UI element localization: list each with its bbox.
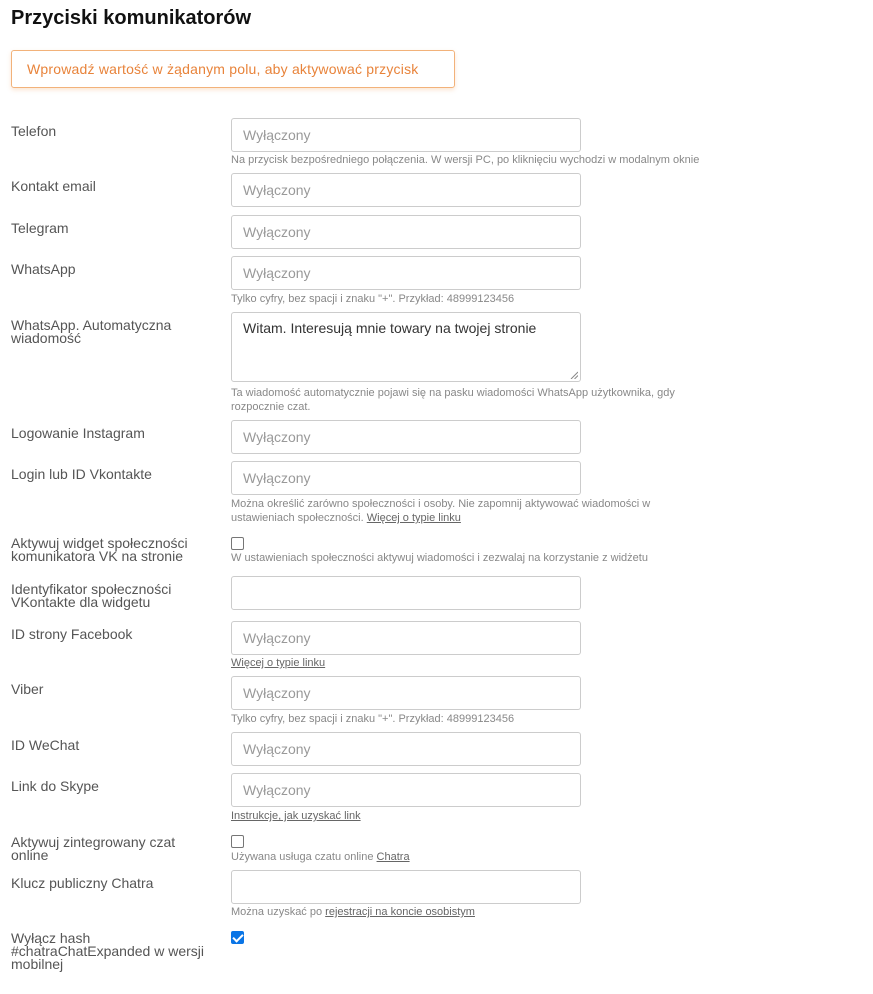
instagram-input[interactable]: Wyłączony (231, 420, 581, 454)
telegram-label: Telegram (11, 220, 69, 236)
facebook-hint (231, 656, 711, 670)
whatsapp-input[interactable]: Wyłączony (231, 256, 581, 290)
vk-widget-label: Aktywuj widget społeczności komunikatora VK na stronie (11, 535, 188, 564)
instagram-label: Logowanie Instagram (11, 425, 145, 441)
vk-widget-checkbox[interactable] (231, 537, 244, 550)
email-input[interactable]: Wyłączony (231, 173, 581, 207)
whatsapp-message-label: WhatsApp. Automatyczna wiadomość (11, 317, 172, 346)
viber-input[interactable]: Wyłączony (231, 676, 581, 710)
whatsapp-label: WhatsApp (11, 261, 76, 277)
email-label: Kontakt email (11, 178, 96, 194)
chat-online-hint-text: Używana usługa czatu online (231, 851, 374, 863)
chatra-register-link[interactable]: rejestracji na koncie osobistym (325, 906, 475, 918)
chatra-key-hint (231, 905, 711, 919)
skype-hint (231, 809, 711, 823)
whatsapp-message-textarea[interactable] (231, 312, 581, 382)
phone-label: Telefon (11, 123, 57, 139)
vk-link-type-link[interactable]: Więcej o typie linku (366, 512, 461, 524)
vk-community-id-label: Identyfikator społeczności VKontakte dla widgetu (11, 581, 172, 610)
vk-login-hint-text: Można określić zarówno społeczności i osoby. Nie zapomnij aktywować wiadomości w ustawieniach społeczności. (231, 498, 651, 524)
whatsapp-hint: Tylko cyfry, bez spacji i znaku "+". Przykład: 48999123456 (231, 293, 515, 305)
chatra-hash-label: Wyłącz hash #chatraChatExpanded w wersji mobilnej (11, 930, 204, 972)
chat-online-checkbox[interactable] (231, 835, 244, 848)
skype-label: Link do Skype (11, 778, 99, 794)
chatra-key-input[interactable] (231, 870, 581, 904)
vk-community-id-input[interactable] (231, 576, 581, 610)
facebook-input[interactable]: Wyłączony (231, 621, 581, 655)
vk-login-input[interactable]: Wyłączony (231, 461, 581, 495)
skype-input[interactable]: Wyłączony (231, 773, 581, 807)
whatsapp-message-value: Witam. Interesują mnie towary na twojej stronie (243, 320, 537, 336)
telegram-input[interactable]: Wyłączony (231, 215, 581, 249)
wechat-input[interactable]: Wyłączony (231, 732, 581, 766)
page-title: Przyciski komunikatorów (11, 7, 252, 29)
vk-login-label: Login lub ID Vkontakte (11, 466, 152, 482)
skype-instructions-link[interactable]: Instrukcje, jak uzyskać link (231, 810, 361, 822)
vk-login-hint (231, 497, 691, 525)
facebook-label: ID strony Facebook (11, 626, 133, 642)
chatra-link[interactable]: Chatra (376, 851, 410, 863)
whatsapp-message-hint: Ta wiadomość automatycznie pojawi się na pasku wiadomości WhatsApp użytkownika, gdy rozpocznie czat. (231, 387, 675, 413)
viber-label: Viber (11, 681, 44, 697)
resize-grip-icon[interactable] (570, 371, 578, 379)
viber-hint: Tylko cyfry, bez spacji i znaku "+". Przykład: 48999123456 (231, 713, 515, 725)
wechat-label: ID WeChat (11, 737, 80, 753)
phone-input[interactable]: Wyłączony (231, 118, 581, 152)
vk-widget-hint: W ustawieniach społeczności aktywuj wiadomości i zezwalaj na korzystanie z widżetu (231, 552, 648, 564)
chat-online-label: Aktywuj zintegrowany czat online (11, 834, 176, 863)
chatra-key-label: Klucz publiczny Chatra (11, 875, 154, 891)
activation-notice: Wprowadź wartość w żądanym polu, aby aktywować przycisk (11, 50, 455, 88)
chatra-hash-checkbox[interactable] (231, 931, 244, 944)
chat-online-hint (231, 850, 711, 864)
facebook-link-type-link[interactable]: Więcej o typie linku (231, 657, 326, 669)
chatra-key-hint-text: Można uzyskać po (231, 906, 323, 918)
phone-hint: Na przycisk bezpośredniego połączenia. W wersji PC, po kliknięciu wychodzi w modalnym oknie (231, 154, 700, 166)
